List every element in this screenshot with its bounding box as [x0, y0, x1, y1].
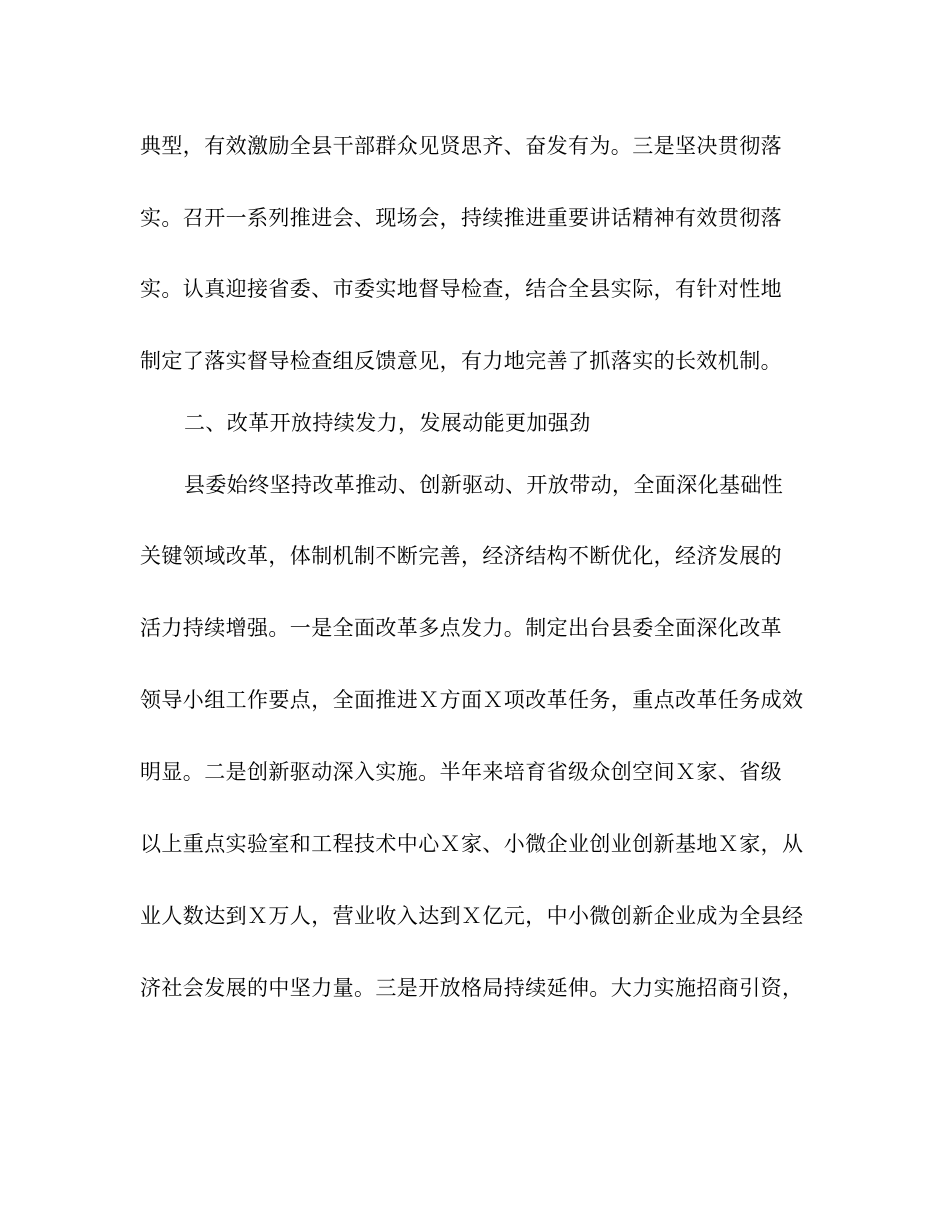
section-heading: 二、改革开放持续发力，发展动能更加强劲 — [184, 411, 591, 435]
paragraph-line: 制定了落实督导检查组反馈意见，有力地完善了抓落实的长效机制。 — [140, 349, 782, 373]
paragraph-line: 典型，有效激励全县干部群众见贤思齐、奋发有为。三是坚决贯彻落 — [140, 134, 782, 158]
paragraph-line: 济社会发展的中坚力量。三是开放格局持续延伸。大力实施招商引资， — [140, 976, 804, 1000]
paragraph-line: 实。认真迎接省委、市委实地督导检查，结合全县实际，有针对性地 — [140, 277, 782, 301]
paragraph-line: 业人数达到Ｘ万人，营业收入达到Ｘ亿元，中小微创新企业成为全县经 — [140, 904, 804, 928]
paragraph-line: 实。召开一系列推进会、现场会，持续推进重要讲话精神有效贯彻落 — [140, 206, 782, 230]
paragraph-line: 明显。二是创新驱动深入实施。半年来培育省级众创空间Ｘ家、省级 — [140, 760, 782, 784]
paragraph-line: 以上重点实验室和工程技术中心Ｘ家、小微企业创业创新基地Ｘ家，从 — [140, 832, 804, 856]
paragraph-line: 活力持续增强。一是全面改革多点发力。制定出台县委全面深化改革 — [140, 616, 782, 640]
paragraph-line: 县委始终坚持改革推动、创新驱动、开放带动，全面深化基础性 — [184, 473, 784, 497]
paragraph-line: 领导小组工作要点，全面推进Ｘ方面Ｘ项改革任务，重点改革任务成效 — [140, 688, 804, 712]
paragraph-line: 关键领域改革，体制机制不断完善，经济结构不断优化，经济发展的 — [140, 544, 782, 568]
